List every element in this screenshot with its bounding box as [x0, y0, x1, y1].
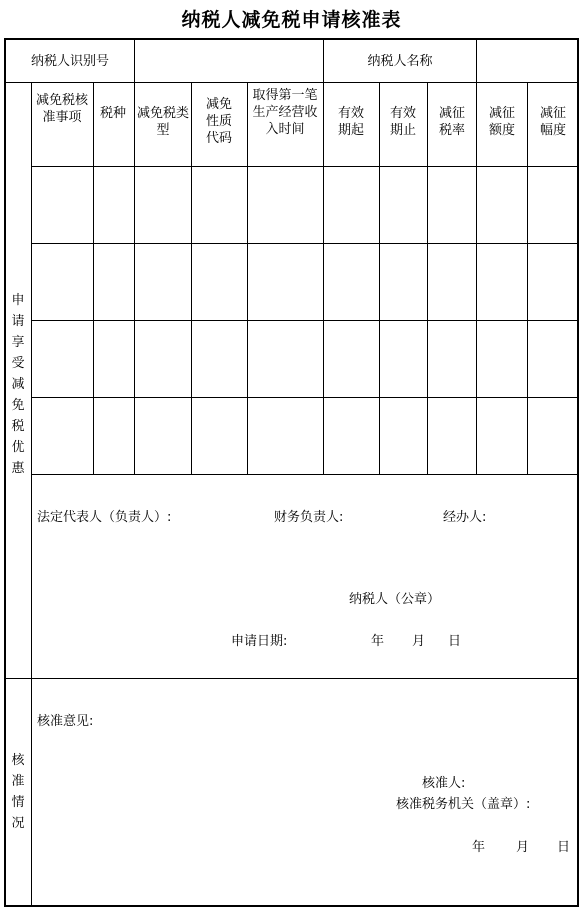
table-cell[interactable] [32, 167, 93, 243]
table-cell[interactable] [428, 321, 476, 397]
apply-date-label: 申请日期: [231, 634, 288, 649]
table-cell[interactable] [380, 398, 427, 474]
table-cell[interactable] [32, 321, 93, 397]
table-cell[interactable] [324, 244, 379, 320]
table-cell[interactable] [135, 167, 191, 243]
table-cell[interactable] [380, 167, 427, 243]
table-cell[interactable] [192, 321, 247, 397]
table-cell[interactable] [248, 244, 323, 320]
table-cell[interactable] [528, 167, 578, 243]
column-header: 税种 [99, 106, 126, 121]
apply-month-label: 月 [412, 634, 426, 649]
taxpayer-id-field[interactable] [135, 40, 323, 82]
taxpayer-seal-label: 纳税人（公章） [349, 592, 441, 607]
table-cell[interactable] [94, 167, 134, 243]
handler-label: 经办人: [443, 510, 487, 525]
apply-day-label: 日 [448, 634, 462, 649]
table-cell[interactable] [94, 321, 134, 397]
table-cell[interactable] [477, 321, 527, 397]
table-cell[interactable] [324, 398, 379, 474]
section-apply-label: 申请享受减免税优惠 [11, 293, 25, 476]
table-cell[interactable] [94, 244, 134, 320]
taxpayer-name-field[interactable] [477, 40, 577, 82]
table-cell[interactable] [192, 167, 247, 243]
column-header: 减征额度 [488, 106, 515, 138]
table-cell[interactable] [428, 244, 476, 320]
divider [5, 678, 578, 679]
table-cell[interactable] [428, 167, 476, 243]
approval-year-label: 年 [472, 840, 486, 855]
table-cell[interactable] [135, 321, 191, 397]
table-cell[interactable] [380, 321, 427, 397]
approval-opinion-label: 核准意见: [37, 714, 94, 729]
column-header: 减免税核准事项 [35, 93, 88, 125]
form-title: 纳税人减免税申请核准表 [181, 9, 402, 31]
divider [31, 474, 578, 475]
table-cell[interactable] [192, 244, 247, 320]
table-cell[interactable] [135, 244, 191, 320]
table-cell[interactable] [528, 398, 578, 474]
approval-authority-label: 核准税务机关（盖章）: [396, 797, 531, 812]
legal-rep-label: 法定代表人（负责人）: [37, 510, 172, 525]
table-cell[interactable] [248, 321, 323, 397]
table-cell[interactable] [428, 398, 476, 474]
table-cell[interactable] [380, 244, 427, 320]
table-cell[interactable] [32, 244, 93, 320]
table-cell[interactable] [528, 244, 578, 320]
table-cell[interactable] [192, 398, 247, 474]
taxpayer-id-label: 纳税人识别号 [30, 53, 109, 69]
column-header: 减免税类型 [136, 106, 189, 138]
table-cell[interactable] [528, 321, 578, 397]
column-header: 减征税率 [438, 106, 465, 138]
column-header: 取得第一笔生产经营收入时间 [252, 88, 318, 137]
table-cell[interactable] [94, 398, 134, 474]
column-header: 有效期止 [389, 106, 416, 138]
table-cell[interactable] [477, 167, 527, 243]
column-header: 有效期起 [337, 106, 364, 138]
table-cell[interactable] [324, 321, 379, 397]
table-cell[interactable] [477, 244, 527, 320]
taxpayer-name-label: 纳税人名称 [367, 53, 433, 69]
table-cell[interactable] [32, 398, 93, 474]
table-cell[interactable] [477, 398, 527, 474]
table-cell[interactable] [248, 398, 323, 474]
column-header: 减征幅度 [539, 106, 566, 138]
column-header: 减免性质代码 [205, 97, 232, 146]
apply-year-label: 年 [371, 634, 385, 649]
table-cell[interactable] [248, 167, 323, 243]
section-approval-label: 核准情况 [11, 753, 25, 831]
approval-month-label: 月 [516, 840, 530, 855]
table-cell[interactable] [135, 398, 191, 474]
approval-day-label: 日 [557, 840, 571, 855]
finance-head-label: 财务负责人: [274, 510, 344, 525]
approver-label: 核准人: [422, 776, 466, 791]
table-cell[interactable] [324, 167, 379, 243]
